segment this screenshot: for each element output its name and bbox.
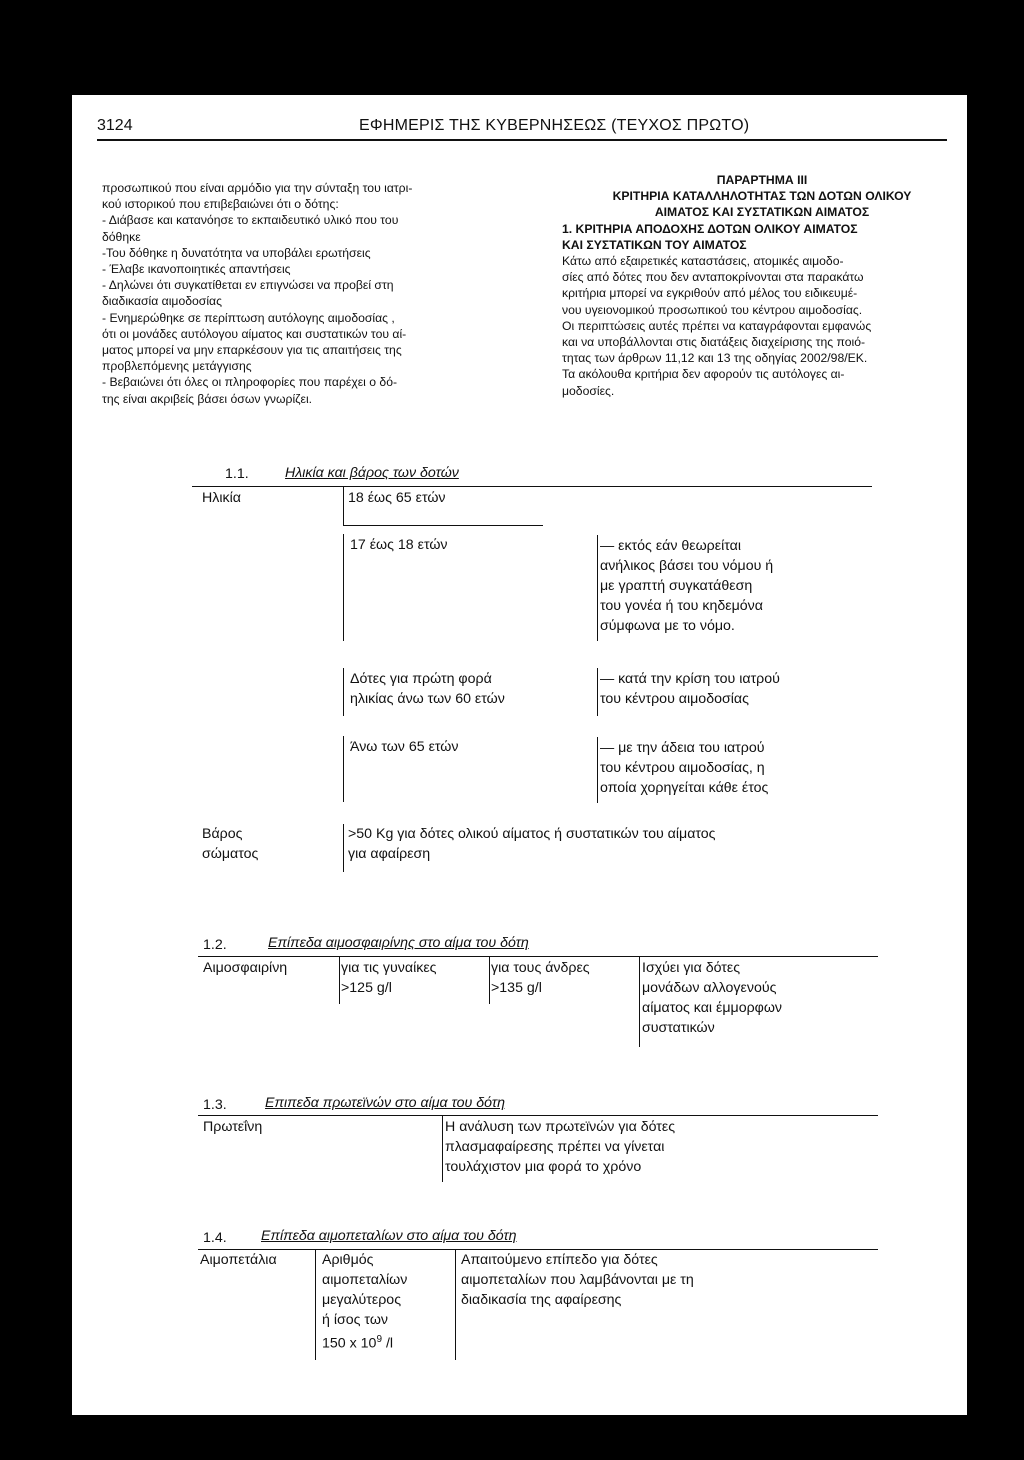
left-line: κού ιστορικού που επιβεβαιώνει ότι ο δότης:	[102, 197, 339, 212]
hemoglobin-women	[341, 958, 436, 998]
note-line: διαδικασία της αφαίρεσης	[461, 1292, 622, 1308]
note-line: του γονέα ή του κηδεμόνα	[600, 598, 763, 614]
note-line: τουλάχιστον μια φορά το χρόνο	[445, 1159, 642, 1175]
age-17-18: 17 έως 18 ετών	[350, 537, 448, 553]
right-column	[562, 172, 962, 399]
left-line: δόθηκε	[102, 229, 141, 244]
threshold-unit: /l	[382, 1335, 394, 1352]
note-line: πλασμαφαίρεσης πρέπει να γίνεται	[445, 1139, 665, 1155]
paragraph-line: Τα ακόλουθα κριτήρια δεν αφορούν τις αυτόλογες αι-	[562, 367, 845, 382]
annex-subtitle: ΑΙΜΑΤΟΣ ΚΑΙ ΣΥΣΤΑΤΙΚΩΝ ΑΙΜΑΤΟΣ	[654, 205, 870, 220]
table-divider	[442, 1116, 443, 1182]
over-65: Άνω των 65 ετών	[350, 739, 459, 755]
paragraph-line: και να υποβάλλονται στις διατάξεις διαχείρισης της ποιό-	[562, 335, 866, 350]
annex-title: ΠΑΡΑΡΤΗΜΑ III	[716, 173, 808, 187]
cell-line: αιμοπεταλίων	[322, 1272, 408, 1288]
cell-line: για τις γυναίκες	[341, 960, 437, 976]
note-line: με γραπτή συγκατάθεση	[600, 578, 753, 594]
first-time-donors	[350, 669, 505, 709]
table-rule	[343, 525, 543, 526]
section-title: Επιπεδα πρωτεϊνών στο αίμα του δότη	[265, 1095, 505, 1111]
table-divider	[597, 737, 598, 803]
platelet-note	[461, 1250, 694, 1310]
protein-label: Πρωτεΐνη	[203, 1119, 263, 1135]
paragraph-line: Κάτω από εξαιρετικές καταστάσεις, ατομικές αιμοδο-	[562, 254, 844, 269]
cell-line: σώματος	[202, 846, 259, 862]
left-line: -Του δόθηκε η δυνατότητα να υποβάλει ερωτήσεις	[102, 245, 371, 260]
protein-note	[445, 1117, 675, 1177]
left-line: ματος μπορεί να μην επαρκέσουν για τις απαιτήσεις της	[102, 343, 402, 358]
section-number: 1.3.	[203, 1097, 227, 1113]
document-page	[72, 95, 967, 1415]
hemoglobin-note	[642, 958, 782, 1038]
left-line: προσωπικού που είναι αρμόδιο για την σύνταξη του ιατρι-	[102, 181, 413, 195]
note-line: του κέντρου αιμοδοσίας, η	[600, 760, 765, 776]
annex-subtitle: ΚΡΙΤΗΡΙΑ ΚΑΤΑΛΛΗΛΟΤΗΤΑΣ ΤΩΝ ΔΟΤΩΝ ΟΛΙΚΟΥ	[612, 189, 912, 204]
paragraph-line: τητας των άρθρων 11,12 και 13 της οδηγίας 2002/98/ΕΚ.	[562, 351, 868, 366]
table-divider	[343, 736, 344, 802]
cell-line: ηλικίας άνω των 60 ετών	[350, 691, 505, 707]
table-rule	[198, 1115, 878, 1116]
cell-line: για αφαίρεση	[348, 846, 431, 862]
weight-value	[348, 824, 716, 864]
cell-line: >50 Kg για δότες ολικού αίματος ή συστατικών του αίματος	[348, 826, 716, 842]
left-line: - Έλαβε ικανοποιητικές απαντήσεις	[102, 262, 291, 277]
note-line: αιμοπεταλίων που λαμβάνονται με τη	[461, 1272, 694, 1288]
note-line: ανήλικος βάσει του νόμου ή	[600, 558, 774, 574]
cell-line: >135 g/l	[491, 980, 542, 996]
cell-line: μεγαλύτερος	[322, 1292, 402, 1308]
left-line: ότι οι μονάδες αυτόλογου αίματος και συστατικών του αί-	[102, 326, 407, 341]
table-divider	[339, 957, 340, 1004]
left-line: προβλεπόμενης μετάγγισης	[102, 359, 252, 374]
cell-line: ή ίσος των	[322, 1312, 388, 1328]
table-divider	[489, 957, 490, 1004]
cell-line: Αριθμός	[322, 1252, 374, 1268]
header-rule	[97, 139, 947, 141]
age-label: Ηλικία	[202, 490, 241, 506]
left-line: - Ενημερώθηκε σε περίπτωση αυτόλογης αιμοδοσίας ,	[102, 310, 395, 325]
note-line: συστατικών	[642, 1020, 715, 1036]
left-column	[102, 180, 547, 407]
left-line: της είναι ακριβείς βάσει όσων γνωρίζει.	[102, 391, 313, 406]
table-divider	[343, 668, 344, 716]
first-time-note	[600, 669, 780, 709]
paragraph-line: μοδοσίες.	[562, 383, 615, 398]
table-rule	[192, 486, 872, 487]
note-line: Η ανάλυση των πρωτεϊνών για δότες	[445, 1119, 676, 1135]
paragraph-line: νου υγειονομικού προσωπικού του κέντρου αιμοδοσίας.	[562, 302, 863, 317]
section-number: 1.1.	[225, 466, 249, 482]
paragraph-line: Οι περιπτώσεις αυτές πρέπει να καταγράφονται εμφανώς	[562, 318, 872, 333]
note-line: αίματος και έμμορφων	[642, 1000, 783, 1016]
note-line: — εκτός εάν θεωρείται	[600, 538, 741, 554]
platelet-threshold	[322, 1330, 407, 1354]
table-rule	[198, 956, 878, 957]
left-line: - Διάβασε και κατανόησε το εκπαιδευτικό υλικό που του	[102, 213, 399, 228]
hemoglobin-label: Αιμοσφαιρίνη	[203, 960, 288, 976]
note-line: οποία χορηγείται κάθε έτος	[600, 780, 769, 796]
cell-line: Δότες για πρώτη φορά	[350, 671, 492, 687]
section-title: Επίπεδα αιμοσφαιρίνης στο αίμα του δότη	[268, 935, 529, 951]
over-65-note	[600, 738, 768, 798]
cell-line: >125 g/l	[341, 980, 392, 996]
threshold-exponent: 9	[376, 1334, 382, 1345]
note-line: Ισχύει για δότες	[642, 960, 741, 976]
table-divider	[597, 535, 598, 641]
table-divider	[639, 957, 640, 1047]
section-heading: ΚΑΙ ΣΥΣΤΑΤΙΚΩΝ ΤΟΥ ΑΙΜΑΤΟΣ	[562, 237, 747, 252]
section-number: 1.2.	[203, 937, 227, 953]
table-divider	[343, 534, 344, 641]
note-line: του κέντρου αιμοδοσίας	[600, 691, 749, 707]
platelet-count	[322, 1250, 407, 1354]
cell-line: Βάρος	[202, 826, 243, 842]
section-number: 1.4.	[203, 1230, 227, 1246]
left-line: διαδικασία αιμοδοσίας	[102, 294, 222, 309]
note-line: — με την άδεια του ιατρού	[600, 740, 765, 756]
note-line: μονάδων αλλογενούς	[642, 980, 777, 996]
section-heading: 1. ΚΡΙΤΗΡΙΑ ΑΠΟΔΟΧΗΣ ΔΟΤΩΝ ΟΛΙΚΟΥ ΑΙΜΑΤΟΣ	[562, 221, 858, 236]
cell-line: για τους άνδρες	[491, 960, 590, 976]
section-title: Επίπεδα αιμοπεταλίων στο αίμα του δότη	[261, 1228, 517, 1244]
left-line: - Βεβαιώνει ότι όλες οι πληροφορίες που παρέχει ο δό-	[102, 375, 398, 390]
threshold-value: 150 x 10	[322, 1335, 377, 1352]
table-divider	[455, 1250, 456, 1360]
note-line: σύμφωνα με το νόμο.	[600, 618, 735, 634]
note-line: Απαιτούμενο επίπεδο για δότες	[461, 1252, 658, 1268]
weight-label	[202, 824, 258, 864]
section-title: Ηλικία και βάρος των δοτών	[285, 465, 459, 481]
platelet-label: Αιμοπετάλια	[200, 1252, 277, 1268]
note-line: — κατά την κρίση του ιατρού	[600, 671, 780, 687]
left-line: - Δηλώνει ότι συγκατίθεται εν επιγνώσει να προβεί στη	[102, 278, 394, 293]
table-divider	[597, 668, 598, 716]
table-divider	[343, 486, 344, 526]
gazette-title: ΕΦΗΜΕΡΙΣ ΤΗΣ ΚΥΒΕΡΝΗΣΕΩΣ (ΤΕΥΧΟΣ ΠΡΩΤΟ)	[359, 117, 750, 134]
age-17-18-note	[600, 536, 880, 636]
table-divider	[343, 824, 344, 872]
hemoglobin-men	[491, 958, 590, 998]
paragraph-line: κριτήρια μπορεί να εγκριθούν από μέλος του ειδικευμέ-	[562, 286, 858, 301]
paragraph-line: σίες από δότες που δεν ανταποκρίνονται στα παρακάτω	[562, 270, 864, 285]
page-number: 3124	[97, 117, 133, 134]
age-range-main: 18 έως 65 ετών	[348, 490, 446, 506]
table-divider	[315, 1250, 316, 1360]
